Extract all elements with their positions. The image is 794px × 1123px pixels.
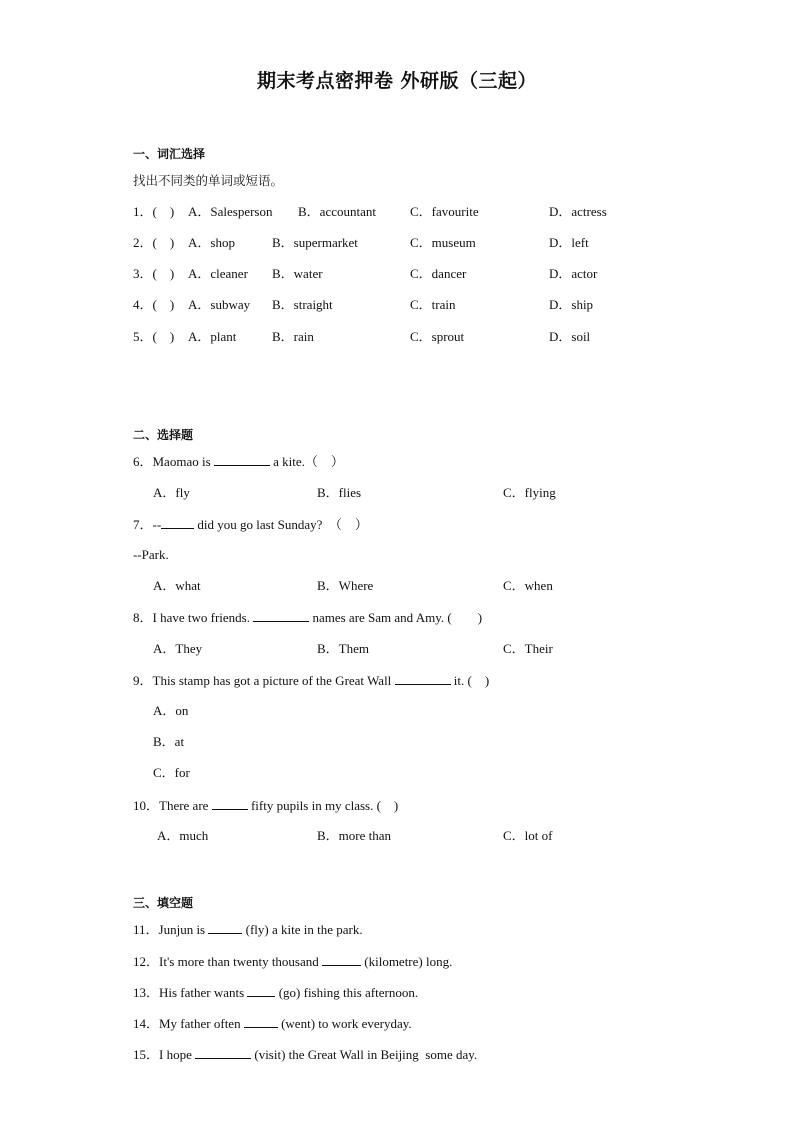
option-a: A．plant	[188, 329, 237, 344]
stem-text: 13．His father wants	[133, 985, 248, 1000]
option-d: D．actor	[549, 266, 598, 281]
answer-blank	[244, 1015, 278, 1028]
answer-line: --Park.	[133, 547, 169, 562]
option-c: C．favourite	[410, 204, 479, 219]
fill-in-question	[133, 984, 418, 1001]
section-heading-fill-in: 三、填空题	[133, 896, 194, 910]
option-c: C．train	[410, 297, 456, 312]
option-b: B．flies	[317, 485, 362, 500]
stem-text: names are Sam and Amy. ( )	[309, 610, 483, 625]
option-c: C．Their	[503, 641, 553, 656]
option-c: C．lot of	[503, 828, 553, 843]
option-d: D．ship	[549, 297, 594, 312]
option-a: A．They	[153, 641, 203, 656]
option-a: A．shop	[188, 235, 235, 250]
option-c: C．dancer	[410, 266, 467, 281]
stem-text: (went) to work everyday.	[277, 1016, 412, 1031]
question-9-stem	[133, 672, 489, 689]
answer-blank	[247, 984, 275, 997]
question-number: 3．( )	[133, 266, 175, 281]
option-c: C．sprout	[410, 329, 465, 344]
option-d: D．soil	[549, 329, 591, 344]
option-c: C．museum	[410, 235, 476, 250]
option-b: B．Them	[317, 641, 369, 656]
answer-blank	[195, 1046, 251, 1059]
option-a: A．what	[153, 578, 201, 593]
option-c: C．for	[153, 765, 190, 780]
option-a: A．on	[153, 703, 189, 718]
stem-text: 10．There are	[133, 798, 212, 813]
option-a: A．fly	[153, 485, 190, 500]
stem-text: did you go last Sunday? （ ）	[194, 517, 368, 532]
option-c: C．flying	[503, 485, 556, 500]
question-8-stem	[133, 609, 482, 626]
fill-in-question	[133, 1046, 477, 1063]
answer-blank	[214, 453, 270, 466]
answer-blank	[212, 797, 248, 810]
question-number: 4．( )	[133, 297, 175, 312]
stem-text: 9．This stamp has got a picture of the Great Wall	[133, 673, 395, 688]
option-b: B．rain	[272, 329, 314, 344]
section-instruction: 找出不同类的单词或短语。	[133, 173, 284, 188]
stem-text: 15．I hope	[133, 1047, 196, 1062]
answer-blank	[208, 921, 242, 934]
option-a: A．Salesperson	[188, 204, 273, 219]
answer-blank	[322, 953, 361, 966]
answer-blank	[161, 516, 194, 529]
option-b: B．straight	[272, 297, 333, 312]
stem-text: 6．Maomao is	[133, 454, 214, 469]
stem-text: (visit) the Great Wall in Beijing some day.	[251, 1047, 478, 1062]
stem-text: (go) fishing this afternoon.	[275, 985, 419, 1000]
option-b: B．more than	[317, 828, 392, 843]
section-heading-choice: 二、选择题	[133, 428, 194, 442]
option-b: B．supermarket	[272, 235, 358, 250]
option-b: B．at	[153, 734, 185, 749]
option-a: A．cleaner	[188, 266, 248, 281]
option-a: A．much	[157, 828, 209, 843]
stem-text: 14．My father often	[133, 1016, 244, 1031]
answer-blank	[253, 609, 309, 622]
section-heading-vocabulary: 一、词汇选择	[133, 147, 206, 161]
option-d: D．left	[549, 235, 589, 250]
question-number: 5．( )	[133, 329, 175, 344]
fill-in-question	[133, 953, 452, 970]
stem-text: 7．--	[133, 517, 162, 532]
stem-text: it. ( )	[450, 673, 490, 688]
fill-in-question	[133, 921, 363, 938]
question-10-stem	[133, 797, 398, 814]
question-6-stem	[133, 453, 344, 470]
fill-in-question	[133, 1015, 412, 1032]
option-b: B．water	[272, 266, 323, 281]
stem-text: (kilometre) long.	[361, 954, 453, 969]
stem-text: 8．I have two friends.	[133, 610, 254, 625]
option-b: B．Where	[317, 578, 374, 593]
question-7-stem	[133, 516, 368, 533]
option-a: A．subway	[188, 297, 251, 312]
stem-text: a kite.（ ）	[269, 454, 344, 469]
stem-text: fifty pupils in my class. ( )	[247, 798, 399, 813]
option-d: D．actress	[549, 204, 607, 219]
question-number: 1．( )	[133, 204, 175, 219]
option-b: B．accountant	[298, 204, 376, 219]
stem-text: 12．It's more than twenty thousand	[133, 954, 323, 969]
answer-blank	[395, 672, 451, 685]
stem-text: 11．Junjun is	[133, 922, 209, 937]
page-title: 期末考点密押卷 外研版（三起）	[256, 70, 538, 92]
question-number: 2．( )	[133, 235, 175, 250]
stem-text: (fly) a kite in the park.	[242, 922, 363, 937]
option-c: C．when	[503, 578, 553, 593]
